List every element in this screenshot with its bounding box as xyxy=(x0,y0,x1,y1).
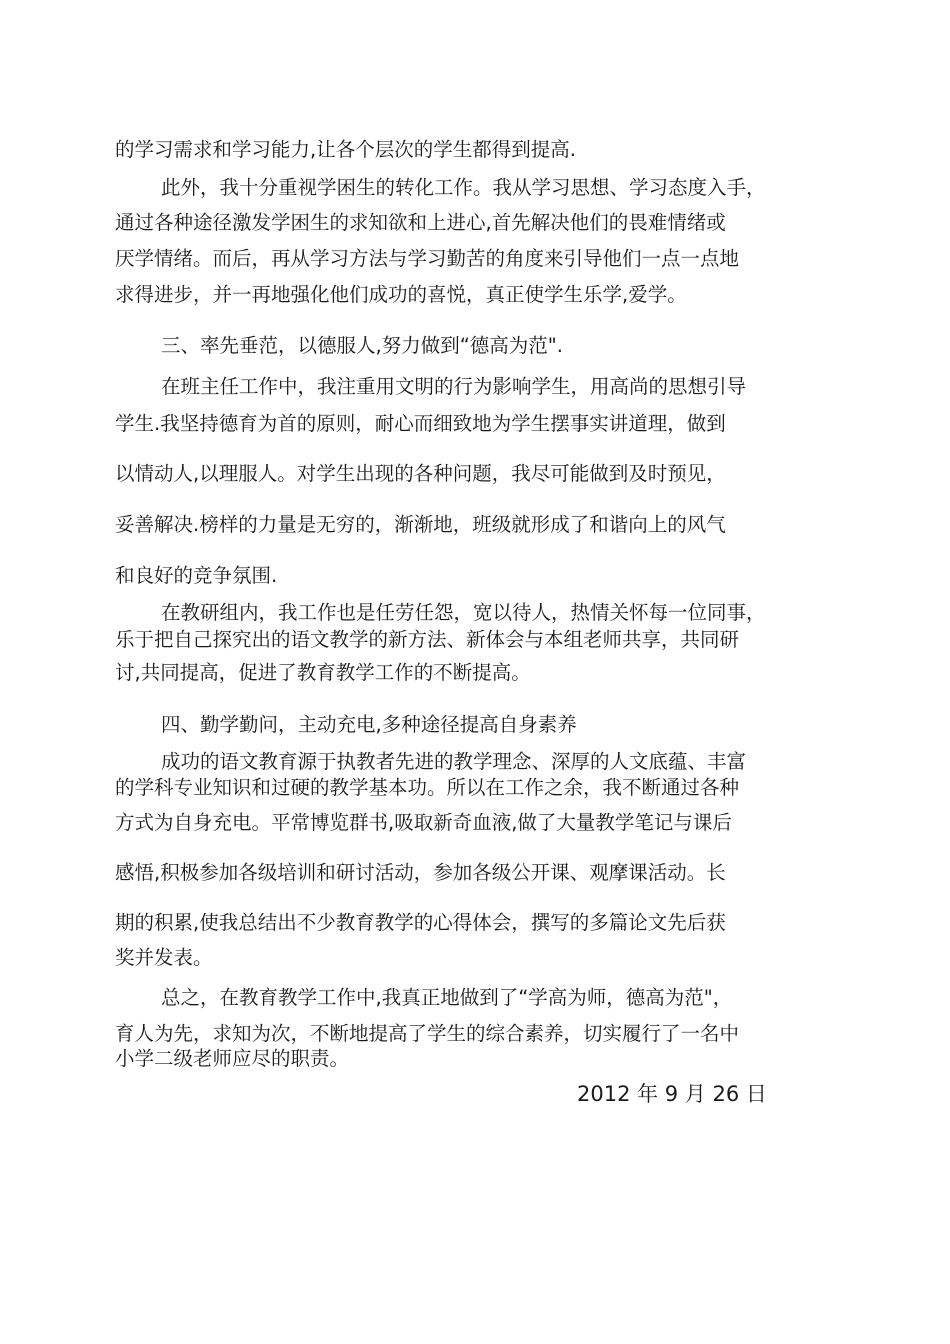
text-line-7: 在班主任工作中，我注重用文明的行为影响学生，用高尚的思想引导 xyxy=(161,375,747,398)
text-line-24: 小学二级老师应尽的职责。 xyxy=(115,1047,350,1070)
text-line-13: 乐于把自己探究出的语文教学的新方法、新体会与本组老师共享，共同研 xyxy=(115,628,740,651)
text-line-20: 期的积累,使我总结出不少教育教学的心得体会，撰写的多篇论文先后获 xyxy=(115,911,726,934)
section-heading-four: 四、勤学勤问，主动充电,多种途径提高自身素养 xyxy=(161,713,577,736)
text-line-8: 学生.我坚持德育为首的原则，耐心而细致地为学生摆事实讲道理，做到 xyxy=(115,412,726,435)
text-line-19: 感悟,积极参加各级培训和研讨活动，参加各级公开课、观摩课活动。长 xyxy=(115,861,726,884)
text-line-4: 厌学情绪。而后，再从学习方法与学习勤苦的角度来引导他们一点一点地 xyxy=(115,247,740,270)
text-line-12: 在教研组内，我工作也是任劳任怨，宽以待人，热情关怀每一位同事， xyxy=(161,601,766,624)
text-line-21: 奖并发表。 xyxy=(115,946,213,969)
text-line-10: 妥善解决.榜样的力量是无穷的，渐渐地，班级就形成了和谐向上的风气 xyxy=(115,513,726,536)
text-line-5: 求得进步，并一再地强化他们成功的喜悦，真正使学生乐学,爱学。 xyxy=(115,283,687,306)
section-heading-three: 三、率先垂范，以德服人,努力做到“德高为范". xyxy=(161,334,563,357)
text-line-2: 此外，我十分重视学困生的转化工作。我从学习思想、学习态度入手， xyxy=(161,176,766,199)
text-line-17: 的学科专业知识和过硬的教学基本功。所以在工作之余，我不断通过各种 xyxy=(115,776,740,799)
text-line-3: 通过各种途径激发学困生的求知欲和上进心,首先解决他们的畏难情绪或 xyxy=(115,211,726,234)
text-line-16: 成功的语文教育源于执教者先进的教学理念、深厚的人文底蕴、丰富 xyxy=(161,750,747,773)
text-line-18: 方式为自身充电。平常博览群书,吸取新奇血液,做了大量教学笔记与课后 xyxy=(115,811,732,834)
text-line-22: 总之，在教育教学工作中,我真正地做到了“学高为师，德高为范"， xyxy=(161,986,733,1009)
document-date: 2012 年 9 月 26 日 xyxy=(577,1082,767,1106)
text-line-9: 以情动人,以理服人。对学生出现的各种问题，我尽可能做到及时预见， xyxy=(115,462,726,485)
text-line-23: 育人为先，求知为次，不断地提高了学生的综合素养，切实履行了一名中 xyxy=(115,1022,740,1045)
text-line-14: 讨,共同提高，促进了教育教学工作的不断提高。 xyxy=(115,661,531,684)
text-line-11: 和良好的竞争氛围. xyxy=(115,564,278,587)
text-line-1: 的学习需求和学习能力,让各个层次的学生都得到提高. xyxy=(115,138,576,161)
